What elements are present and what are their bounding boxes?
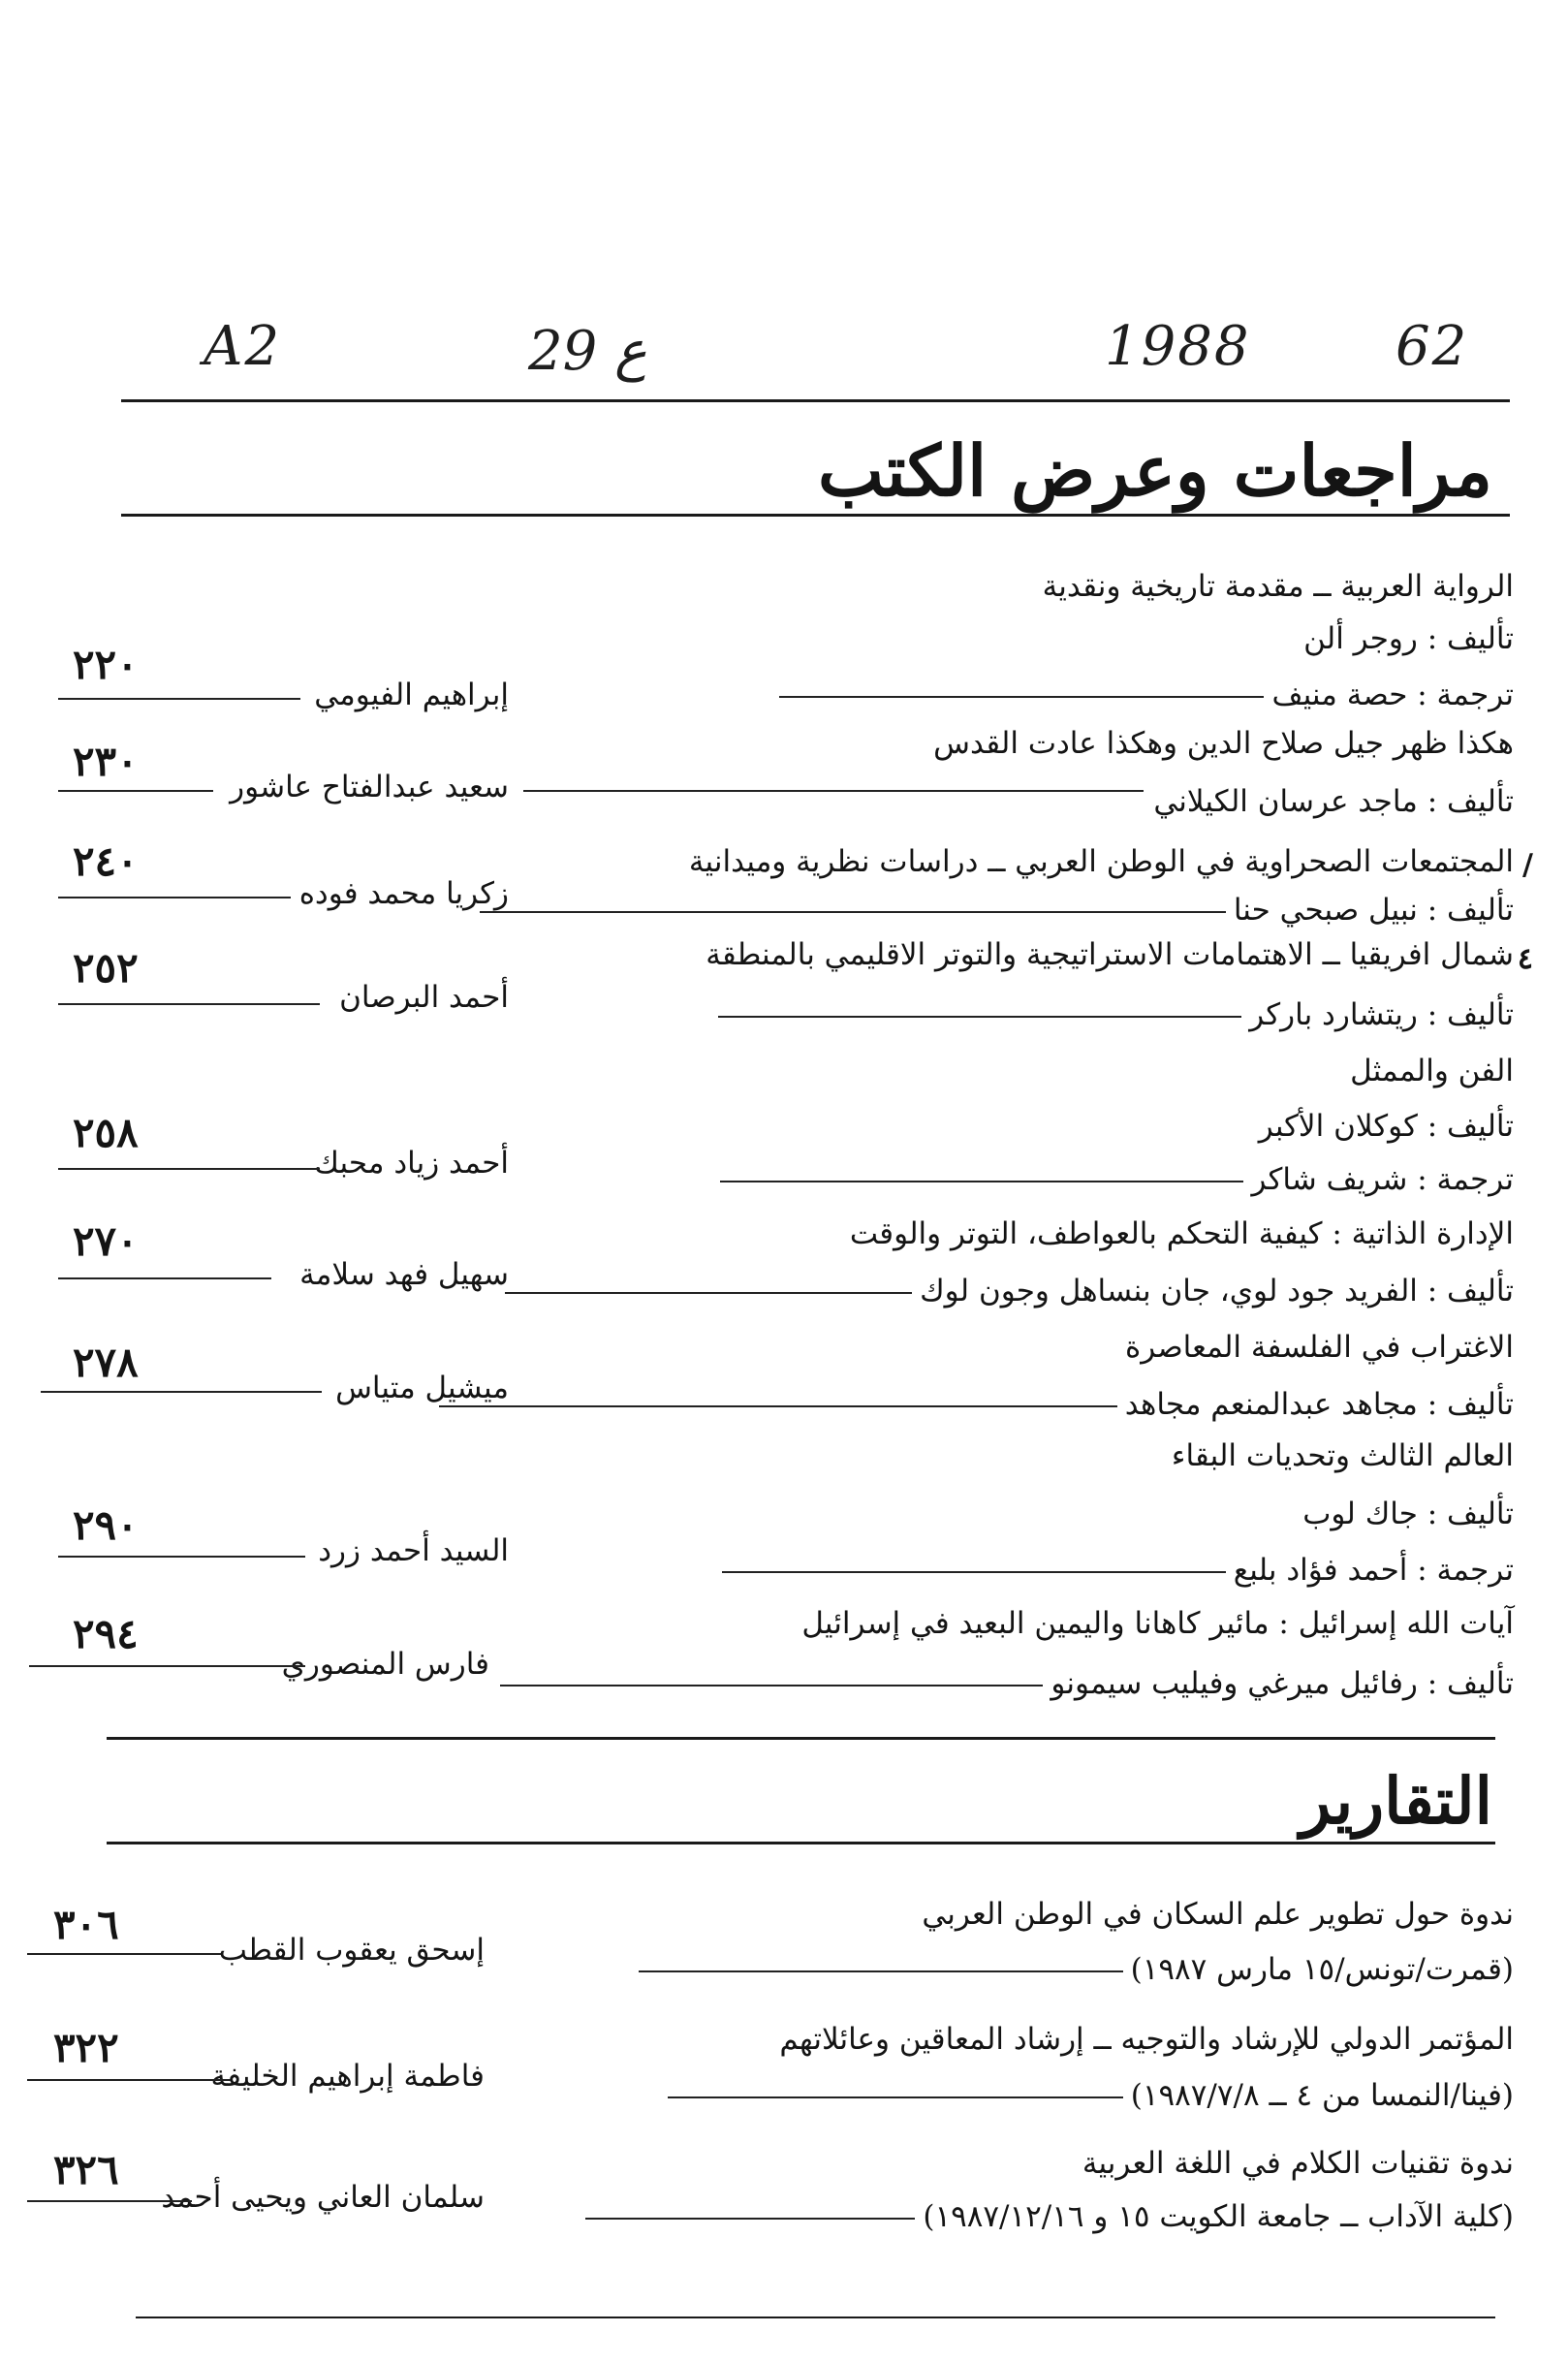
header-rule <box>121 399 1510 402</box>
report-2-page: ٣٢٢ <box>53 2024 119 2071</box>
entry-6-author: تأليف : الفريد جود لوي، جان بنساهل وجون لوك <box>505 1275 1514 1308</box>
entry-4-leader <box>58 1003 320 1005</box>
entry-3-reviewer: زكريا محمد فوده <box>298 876 509 911</box>
report-3-reviewer: سلمان العاني ويحيى أحمد <box>161 2180 485 2215</box>
margin-mark-1: / <box>1522 848 1533 882</box>
entry-3-author: تأليف : نبيل صبحي حنا <box>480 894 1514 927</box>
report-1-reviewer: إسحق يعقوب القطب <box>218 1933 485 1968</box>
handwritten-mark-year: 1988 <box>1105 315 1251 378</box>
report-3-info: (كلية الآداب ــ جامعة الكويت ١٥ و ١٩٨٧/١٢/١٦) <box>585 2200 1514 2233</box>
entry-5-page: ٢٥٨ <box>73 1109 139 1156</box>
reviews-section-title: مراجعات وعرض الكتب <box>817 429 1492 512</box>
page-bottom-rule <box>136 2317 1495 2318</box>
entry-5-author: تأليف : كوكلان الأكبر <box>1258 1109 1514 1144</box>
report-3-leader <box>27 2200 192 2202</box>
entry-7-reviewer: ميشيل متياس <box>335 1371 509 1405</box>
entry-6-page: ٢٧٠ <box>73 1217 139 1265</box>
entry-1-reviewer: إبراهيم الفيومي <box>314 678 509 712</box>
entry-2-page: ٢٣٠ <box>73 738 139 785</box>
entry-5-translator: ترجمة : شريف شاكر <box>720 1163 1514 1196</box>
entry-1-translator: ترجمة : حصة منيف <box>779 678 1514 711</box>
report-1-page: ٣٠٦ <box>53 1901 119 1948</box>
entry-2-leader <box>58 790 213 792</box>
entry-1-author: تأليف : روجر ألن <box>1303 621 1514 656</box>
entry-8-reviewer: السيد أحمد زرد <box>318 1533 509 1568</box>
report-2-leader <box>27 2079 231 2081</box>
entry-8-leader <box>58 1556 305 1558</box>
entry-4-title: شمال افريقيا ــ الاهتمامات الاستراتيجية والتوتر الاقليمي بالمنطقة <box>706 937 1514 972</box>
entry-2-reviewer: سعيد عبدالفتاح عاشور <box>230 770 509 804</box>
entry-1-page: ٢٢٠ <box>73 641 139 688</box>
entry-2-leader-right <box>523 790 1144 792</box>
handwritten-mark-issue: 29 ع <box>528 320 647 383</box>
margin-mark-2: ٤ <box>1517 942 1533 976</box>
entry-8-page: ٢٩٠ <box>73 1501 139 1549</box>
handwritten-mark-volume: 62 <box>1396 315 1469 378</box>
report-2-reviewer: فاطمة إبراهيم الخليفة <box>210 2059 485 2094</box>
entry-9-reviewer: فارس المنصوري <box>281 1647 489 1682</box>
report-2-title: المؤتمر الدولي للإرشاد والتوجيه ــ إرشاد المعاقين وعائلاتهم <box>779 2022 1514 2057</box>
reports-title-rule <box>107 1842 1495 1844</box>
entry-4-author: تأليف : ريتشارد باركر <box>718 998 1514 1031</box>
entry-7-page: ٢٧٨ <box>73 1339 139 1386</box>
entry-8-author: تأليف : جاك لوب <box>1302 1497 1514 1531</box>
report-3-title: ندوة تقنيات الكلام في اللغة العربية <box>1082 2146 1514 2181</box>
handwritten-mark-a2: A2 <box>204 315 282 378</box>
entry-1-title: الرواية العربية ــ مقدمة تاريخية ونقدية <box>1042 569 1514 604</box>
entry-1-leader <box>58 698 300 700</box>
entry-6-leader <box>58 1277 271 1279</box>
entry-9-leader <box>29 1665 305 1667</box>
entry-5-reviewer: أحمد زياد محبك <box>314 1146 509 1181</box>
entry-2-title: هكذا ظهر جيل صلاح الدين وهكذا عادت القدس <box>933 726 1514 761</box>
entry-2-author: تأليف : ماجد عرسان الكيلاني <box>1153 784 1514 819</box>
entry-8-translator: ترجمة : أحمد فؤاد بلبع <box>722 1554 1514 1587</box>
entry-6-title: الإدارة الذاتية : كيفية التحكم بالعواطف، التوتر والوقت <box>849 1216 1514 1251</box>
entry-7-author: تأليف : مجاهد عبدالمنعم مجاهد <box>439 1388 1514 1421</box>
entry-3-title: المجتمعات الصحراوية في الوطن العربي ــ دراسات نظرية وميدانية <box>688 844 1514 879</box>
entry-6-reviewer: سهيل فهد سلامة <box>299 1257 509 1292</box>
reports-section-title: التقارير <box>1300 1763 1492 1839</box>
entry-5-title: الفن والممثل <box>1350 1054 1514 1088</box>
entry-7-leader <box>41 1391 322 1393</box>
report-1-info: (قمرت/تونس/١٥ مارس ١٩٨٧) <box>639 1953 1514 1986</box>
report-1-leader <box>27 1953 221 1955</box>
reviews-title-rule <box>121 514 1510 517</box>
entry-9-author: تأليف : رفائيل ميرغي وفيليب سيمونو <box>500 1667 1514 1700</box>
report-1-title: ندوة حول تطوير علم السكان في الوطن العربي <box>922 1897 1514 1932</box>
entry-9-page: ٢٩٤ <box>73 1610 139 1657</box>
entry-7-title: الاغتراب في الفلسفة المعاصرة <box>1125 1330 1514 1365</box>
entry-4-reviewer: أحمد البرصان <box>339 980 509 1015</box>
entry-9-title: آيات الله إسرائيل : مائير كاهانا واليمين البعيد في إسرائيل <box>801 1606 1514 1641</box>
entry-3-page: ٢٤٠ <box>73 837 139 885</box>
entry-8-title: العالم الثالث وتحديات البقاء <box>1171 1438 1514 1473</box>
report-2-info: (فينا/النمسا من ٤ ــ ١٩٨٧/٧/٨) <box>668 2079 1514 2112</box>
entry-5-leader <box>58 1168 320 1170</box>
reviews-end-rule <box>107 1737 1495 1740</box>
entry-3-leader <box>58 897 291 898</box>
report-3-page: ٣٢٦ <box>53 2146 119 2193</box>
entry-4-page: ٢٥٢ <box>73 944 139 992</box>
